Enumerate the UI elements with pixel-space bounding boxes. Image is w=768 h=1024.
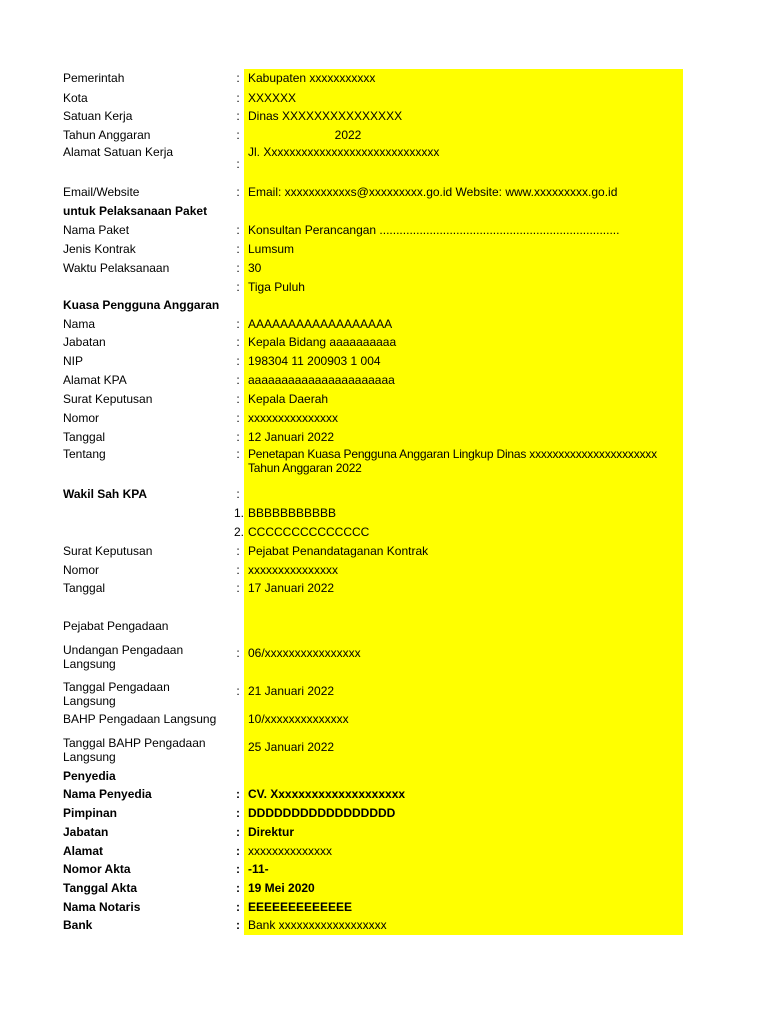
value-alamat-penyedia: xxxxxxxxxxxxxx [248, 844, 332, 858]
label-undangan: Undangan Pengadaan Langsung [63, 643, 184, 671]
colon: : [236, 71, 240, 85]
colon: : [236, 825, 240, 839]
value-wakil-1: BBBBBBBBBBB [248, 506, 337, 520]
colon: : [236, 900, 240, 914]
value-nama-paket: Konsultan Perancangan ........................................................................ [248, 223, 620, 237]
label-kpa-surat: Surat Keputusan [63, 392, 153, 406]
value-kpa-tanggal: 12 Januari 2022 [248, 430, 335, 444]
colon: : [236, 487, 240, 501]
colon: : [236, 242, 240, 256]
colon: : [236, 544, 240, 558]
colon: : [236, 563, 240, 577]
value-waktu-words: Tiga Puluh [248, 280, 305, 294]
value-pimpinan: DDDDDDDDDDDDDDDDD [248, 806, 396, 820]
value-tahun-anggaran: 2022 [334, 128, 362, 142]
label-wakil-surat: Surat Keputusan [63, 544, 153, 558]
colon: : [236, 918, 240, 932]
colon: : [236, 684, 240, 698]
colon: : [236, 411, 240, 425]
colon: : [236, 844, 240, 858]
list-number: 1. [233, 506, 244, 520]
value-wakil-tanggal: 17 Januari 2022 [248, 581, 335, 595]
value-nama-notaris: EEEEEEEEEEEEE [248, 900, 353, 914]
value-kpa-tentang: Penetapan Kuasa Pengguna Anggaran Lingkup Dinas xxxxxxxxxxxxxxxxxxxxxx Tahun Anggaran 2022 [248, 447, 657, 475]
colon: : [236, 373, 240, 387]
heading-wakil: Wakil Sah KPA [63, 487, 148, 501]
colon: : [236, 91, 240, 105]
heading-kpa: Kuasa Pengguna Anggaran [63, 298, 220, 312]
colon: : [236, 280, 240, 294]
colon: : [236, 806, 240, 820]
label-kota: Kota [63, 91, 88, 105]
value-kpa-nomor: xxxxxxxxxxxxxxx [248, 411, 338, 425]
label-pimpinan: Pimpinan [63, 806, 118, 820]
label-tgl-pengadaan: Tanggal Pengadaan Langsung [63, 680, 170, 708]
value-kpa-jabatan: Kepala Bidang aaaaaaaaaa [248, 335, 397, 349]
value-jenis-kontrak: Lumsum [248, 242, 295, 256]
label-wakil-tanggal: Tanggal [63, 581, 106, 595]
value-kpa-nip: 198304 11 200903 1 004 [248, 354, 381, 368]
colon: : [236, 392, 240, 406]
label-kpa-alamat: Alamat KPA [63, 373, 127, 387]
value-kota: XXXXXX [248, 91, 297, 105]
colon: : [236, 128, 240, 142]
colon: : [236, 157, 240, 171]
label-tanggal-akta: Tanggal Akta [63, 881, 138, 895]
value-wakil-nomor: xxxxxxxxxxxxxxx [248, 563, 338, 577]
value-pemerintah: Kabupaten xxxxxxxxxxx [248, 71, 376, 85]
colon: : [236, 185, 240, 199]
label-bahp: BAHP Pengadaan Langsung [63, 712, 217, 726]
label-alamat-penyedia: Alamat [63, 844, 104, 858]
heading-pejabat: Pejabat Pengadaan [63, 619, 169, 633]
label-kpa-tentang: Tentang [63, 447, 106, 461]
value-kpa-surat: Kepala Daerah [248, 392, 329, 406]
value-kpa-alamat: aaaaaaaaaaaaaaaaaaaaaa [248, 373, 395, 387]
value-tanggal-akta: 19 Mei 2020 [248, 881, 315, 895]
label-kpa-jabatan: Jabatan [63, 335, 106, 349]
value-satuan-kerja: Dinas XXXXXXXXXXXXXXX [248, 109, 403, 123]
value-nomor-akta: -11- [248, 862, 269, 876]
colon: : [236, 261, 240, 275]
colon: : [236, 109, 240, 123]
label-kpa-nama: Nama [63, 317, 96, 331]
colon: : [236, 335, 240, 349]
label-alamat-satker: Alamat Satuan Kerja [63, 145, 174, 159]
value-email: Email: xxxxxxxxxxxs@xxxxxxxxx.go.id Website: www.xxxxxxxxx.go.id [248, 185, 618, 199]
label-nama-penyedia: Nama Penyedia [63, 787, 152, 801]
label-nomor-akta: Nomor Akta [63, 862, 131, 876]
value-wakil-2: CCCCCCCCCCCCCC [248, 525, 370, 539]
heading-untuk-paket: untuk Pelaksanaan Paket [63, 204, 208, 218]
value-alamat-satker: Jl. Xxxxxxxxxxxxxxxxxxxxxxxxxxxxx [248, 145, 440, 159]
label-pemerintah: Pemerintah [63, 71, 125, 85]
value-waktu: 30 [248, 261, 262, 275]
label-nama-paket: Nama Paket [63, 223, 130, 237]
label-wakil-nomor: Nomor [63, 563, 100, 577]
value-jabatan-penyedia: Direktur [248, 825, 295, 839]
label-jabatan-penyedia: Jabatan [63, 825, 109, 839]
label-kpa-nomor: Nomor [63, 411, 100, 425]
colon: : [236, 581, 240, 595]
value-tgl-pengadaan: 21 Januari 2022 [248, 684, 335, 698]
label-waktu: Waktu Pelaksanaan [63, 261, 170, 275]
label-email: Email/Website [63, 185, 140, 199]
label-kpa-nip: NIP [63, 354, 84, 368]
colon: : [236, 430, 240, 444]
colon: : [236, 881, 240, 895]
heading-penyedia: Penyedia [63, 769, 116, 783]
colon: : [236, 862, 240, 876]
colon: : [236, 447, 240, 461]
value-nama-penyedia: CV. Xxxxxxxxxxxxxxxxxxxx [248, 787, 406, 801]
label-bank: Bank [63, 918, 93, 932]
value-kpa-nama: AAAAAAAAAAAAAAAAAA [248, 317, 393, 331]
label-tgl-bahp: Tanggal BAHP Pengadaan Langsung [63, 736, 206, 764]
value-undangan: 06/xxxxxxxxxxxxxxxx [248, 646, 361, 660]
colon: : [236, 354, 240, 368]
label-jenis-kontrak: Jenis Kontrak [63, 242, 136, 256]
label-kpa-tanggal: Tanggal [63, 430, 106, 444]
value-wakil-surat: Pejabat Penandataganan Kontrak [248, 544, 429, 558]
label-nama-notaris: Nama Notaris [63, 900, 141, 914]
label-tahun-anggaran: Tahun Anggaran [63, 128, 151, 142]
colon: : [236, 787, 240, 801]
value-bahp: 10/xxxxxxxxxxxxxx [248, 712, 349, 726]
list-number: 2. [233, 525, 244, 539]
colon: : [236, 646, 240, 660]
colon: : [236, 317, 240, 331]
value-bank: Bank xxxxxxxxxxxxxxxxxx [248, 918, 387, 932]
label-satuan-kerja: Satuan Kerja [63, 109, 133, 123]
value-tgl-bahp: 25 Januari 2022 [248, 740, 335, 754]
colon: : [236, 223, 240, 237]
